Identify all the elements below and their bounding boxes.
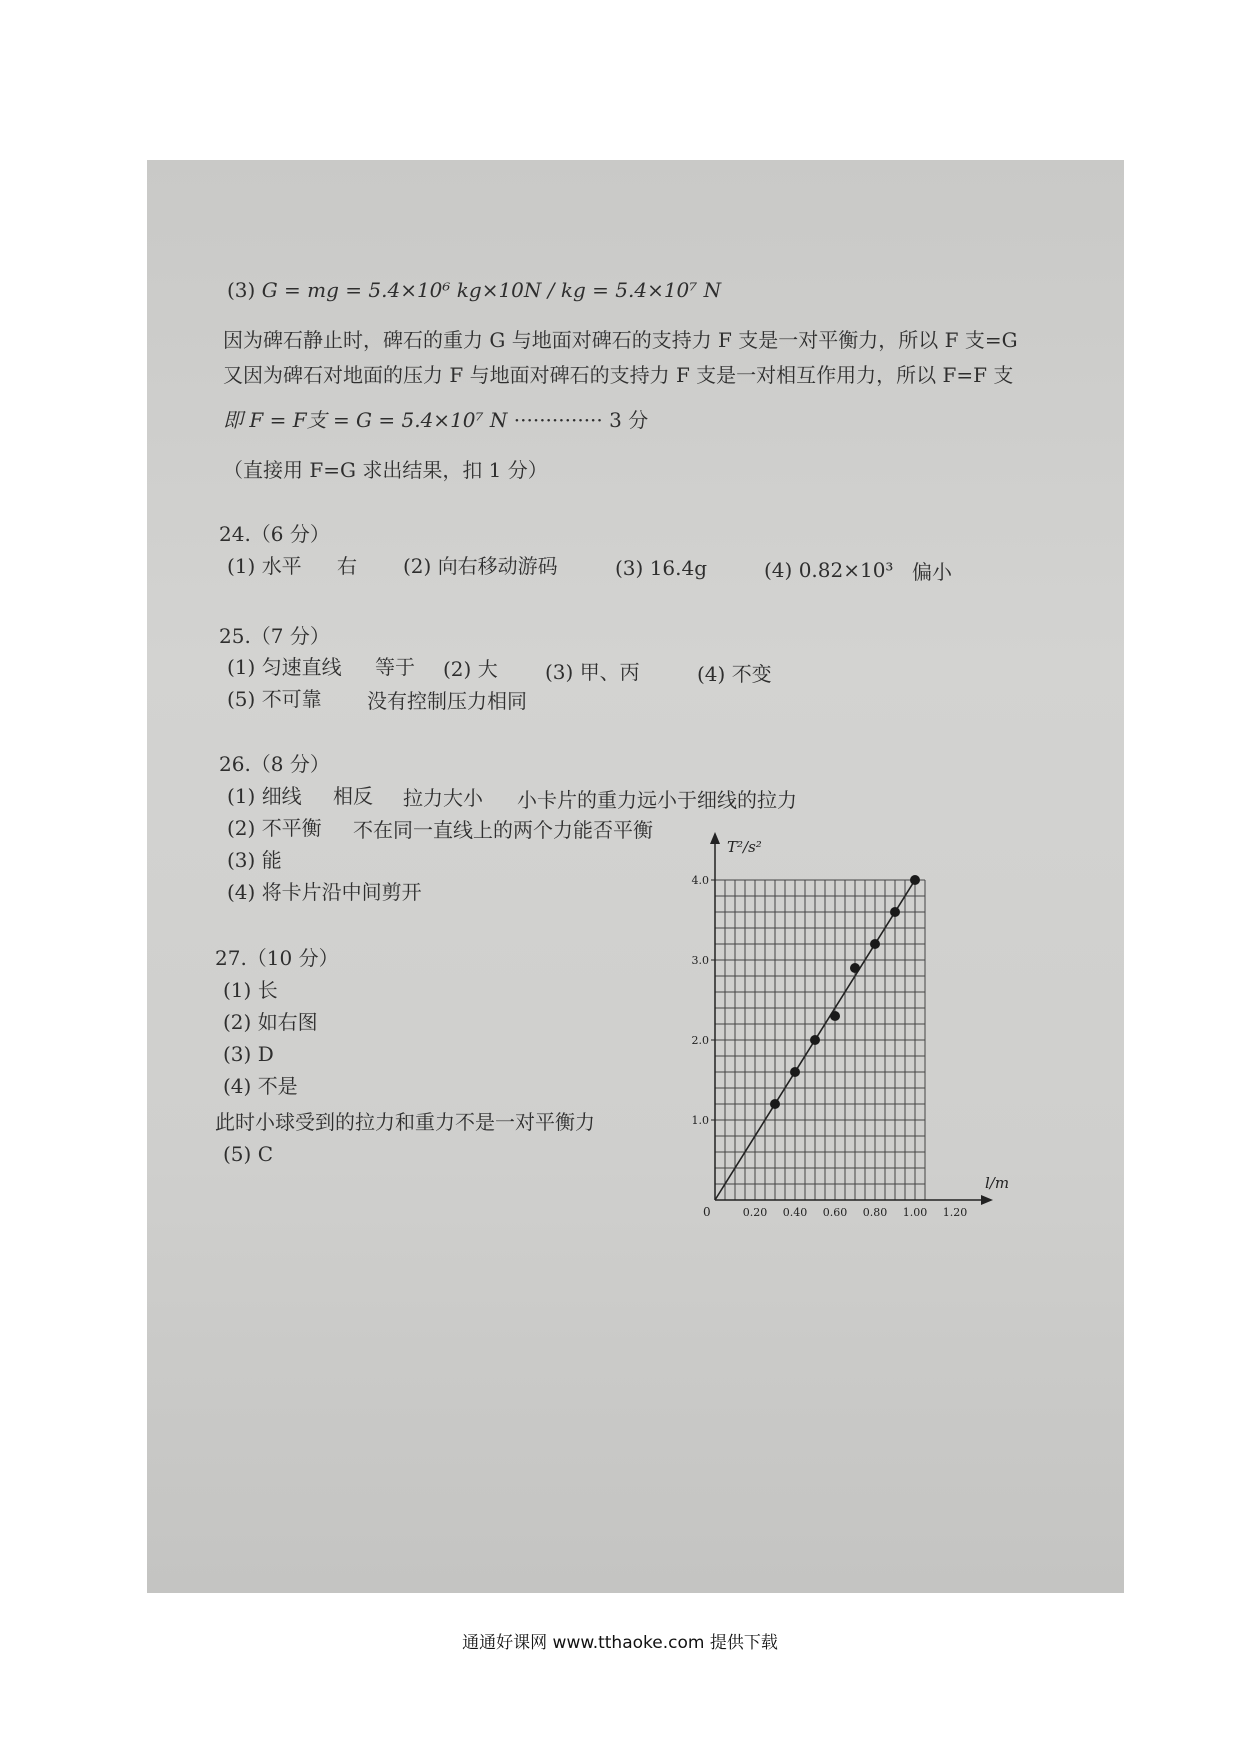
q26-r2-b: 不在同一直线上的两个力能否平衡	[353, 818, 653, 842]
data-point	[850, 963, 860, 973]
q24-a4: (4) 0.82×10³	[764, 558, 894, 582]
q23-note: （直接用 F=G 求出结果，扣 1 分）	[223, 458, 548, 482]
q27-a5: (5) C	[223, 1142, 273, 1166]
q27-a4: (4) 不是	[223, 1074, 298, 1098]
x-tick-label: 0.60	[822, 1206, 848, 1219]
q25-r2-a: (5) 不可靠	[227, 687, 322, 711]
q25-r1-b: 等于	[375, 655, 415, 679]
y-tick-label: 4.0	[691, 874, 709, 887]
scanned-page-photo	[147, 160, 1124, 1593]
y-tick-label: 3.0	[691, 954, 709, 967]
q23-line3	[223, 408, 648, 432]
footer-source: 通通好课网 www.tthaoke.com 提供下载	[462, 1633, 778, 1653]
q26-r1-b: 相反	[333, 784, 373, 808]
q23-line1: 因为碑石静止时，碑石的重力 G 与地面对碑石的支持力 F 支是一对平衡力，所以 F 支=G	[223, 328, 1018, 352]
q26-r4: (4) 将卡片沿中间剪开	[227, 880, 422, 904]
q27-a1: (1) 长	[223, 978, 278, 1002]
data-point	[910, 875, 920, 885]
q26-r3: (3) 能	[227, 848, 282, 872]
x-tick-label: 1.20	[942, 1206, 968, 1219]
y-axis-label: T²/s²	[727, 838, 762, 856]
q26-r1-c: 拉力大小	[403, 786, 483, 810]
q24-a4b: 偏小	[912, 560, 952, 584]
q25-r2-b: 没有控制压力相同	[367, 689, 527, 713]
q25-r1-d: (3) 甲、丙	[545, 660, 640, 684]
q24-a3: (3) 16.4g	[615, 556, 708, 580]
x-tick-label: 0.40	[782, 1206, 808, 1219]
data-point	[830, 1011, 840, 1021]
q23-line3-formula: 即 F = F支 = G = 5.4×10⁷ N	[223, 408, 508, 432]
q27-a4-reason: 此时小球受到的拉力和重力不是一对平衡力	[215, 1110, 595, 1134]
q27-a2: (2) 如右图	[223, 1010, 318, 1034]
y-tick-label: 1.0	[691, 1114, 709, 1127]
q25-r1-a: (1) 匀速直线	[227, 655, 342, 679]
q24-a1b: 右	[337, 554, 357, 578]
q25-r1-c: (2) 大	[443, 657, 498, 681]
q23-part3-prefix: (3)	[227, 278, 256, 302]
data-point	[870, 939, 880, 949]
q24-a2: (2) 向右移动游码	[403, 554, 558, 578]
q26-r2-a: (2) 不平衡	[227, 816, 322, 840]
q23-part3-line	[227, 278, 721, 302]
data-point	[790, 1067, 800, 1077]
q25-r1-e: (4) 不变	[697, 662, 772, 686]
q23-line3-score: 3 分	[609, 408, 649, 432]
q26-r1-a: (1) 细线	[227, 784, 302, 808]
x-tick-label: 1.00	[902, 1206, 928, 1219]
q23-line2: 又因为碑石对地面的压力 F 与地面对碑石的支持力 F 支是一对相互作用力，所以 F=F 支	[223, 363, 1014, 387]
y-tick-label: 2.0	[691, 1034, 709, 1047]
x-axis-label: l/m	[985, 1174, 1010, 1192]
q24-a1: (1) 水平	[227, 554, 302, 578]
q25-title: 25.（7 分）	[219, 624, 330, 648]
x-tick-label: 0.80	[862, 1206, 888, 1219]
data-point	[770, 1099, 780, 1109]
t2-vs-l-chart	[667, 838, 1010, 1240]
q23-part3-formula: G = mg = 5.4×10⁶ kg×10N / kg = 5.4×10⁷ N	[261, 278, 722, 302]
q27-title: 27.（10 分）	[215, 946, 339, 970]
data-point	[810, 1035, 820, 1045]
origin-label: 0	[703, 1205, 711, 1219]
x-tick-label: 0.20	[742, 1206, 768, 1219]
q27-a3: (3) D	[223, 1042, 274, 1066]
y-axis-arrow	[710, 832, 720, 844]
q24-title: 24.（6 分）	[219, 522, 330, 546]
q26-title: 26.（8 分）	[219, 752, 330, 776]
x-axis-arrow	[981, 1195, 993, 1205]
q23-line3-dots: ··············	[513, 408, 603, 432]
data-point	[890, 907, 900, 917]
q26-r1-d: 小卡片的重力远小于细线的拉力	[517, 788, 797, 812]
